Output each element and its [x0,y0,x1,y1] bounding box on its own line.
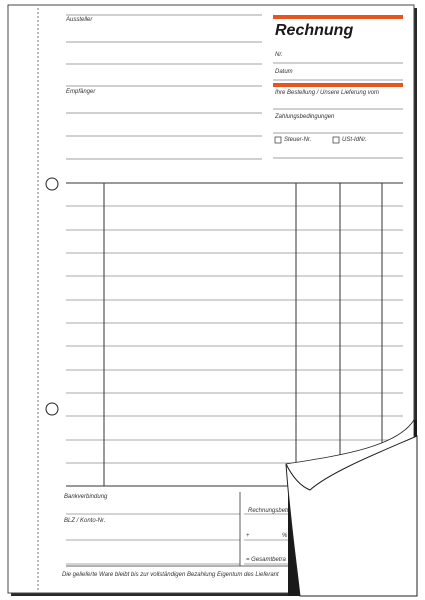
document-title: Rechnung [275,22,354,39]
label-zahlungsbedingungen: Zahlungsbedingungen [275,114,335,120]
label-datum: Datum [275,69,293,75]
ust-idnr-checkbox [333,137,339,143]
steuer-nr-checkbox [275,137,281,143]
accent-bar-top [273,15,403,19]
label-rechnungsbetrag: Rechnungsbetr [248,508,289,514]
label-gesamtbetrag: = Gesamtbetra [246,557,286,563]
label-ust-idnr: USt-IdNr. [342,137,367,143]
label-plus: + [246,533,250,539]
accent-bar-middle [273,83,403,87]
label-steuer-nr: Steuer-Nr. [284,137,312,143]
label-bestellung: Ihre Bestellung / Unsere Lieferung vom [275,90,380,96]
punch-hole-bottom [46,403,58,415]
label-percent: % [282,533,288,539]
ownership-notice: Die gelieferte Ware bleibt bis zur vollständigen Bezahlung Eigentum des Lieferant [62,572,279,578]
label-aussteller: Aussteller [66,17,93,23]
label-bankverbindung: Bankverbindung [64,494,108,500]
label-nr: Nr. [275,52,283,58]
label-empfaenger: Empfänger [66,89,96,95]
label-blz-konto: BLZ / Konto-Nr. [64,518,106,524]
punch-hole-top [46,178,58,190]
